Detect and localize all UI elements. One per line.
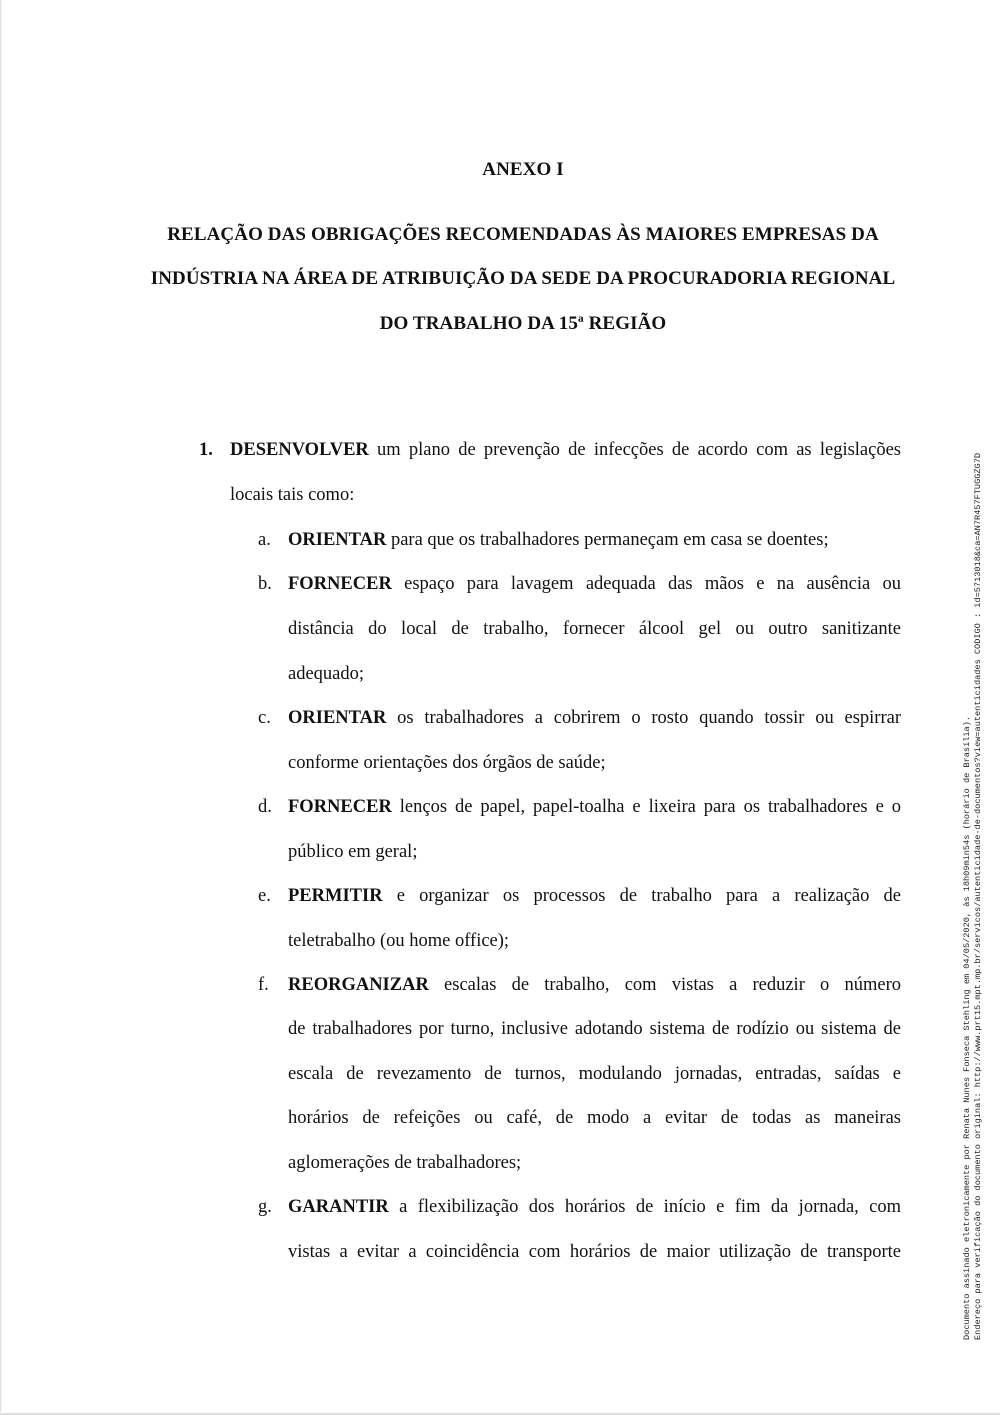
signature-stamp-line-2: Endereço para verificação do documento original: http://www.prt15.mpt.mp.br/servicos/autenticidade-de-documentos?view=autenticidades CODIGO : id=5713018&ca=AN7R457FTUGGZG7D [973, 452, 983, 1340]
subitem-c-verb: ORIENTAR [288, 708, 387, 728]
subitem-b-text: espaço para lavagem adequada das mãos e na ausência ou [404, 574, 901, 594]
subitem-g-text: a flexibilização dos horários de início e fim da jornada, com [399, 1197, 902, 1217]
subitem-e-verb: PERMITIR [288, 886, 383, 906]
subitem-f-marker: f. [258, 975, 269, 995]
subitem-e-line-2: teletrabalho (ou home office); [288, 931, 510, 951]
subitem-d-marker: d. [258, 797, 272, 817]
subitem-f-verb: REORGANIZAR [288, 975, 429, 995]
subitem-f-line-5: aglomerações de trabalhadores; [288, 1153, 522, 1173]
subitem-f-line-4: horários de refeições ou café, de modo a evitar de todas as maneiras [288, 1108, 901, 1128]
subitem-b-verb: FORNECER [288, 574, 392, 594]
heading-line-3: DO TRABALHO DA 15ª REGIÃO [379, 313, 667, 334]
subitem-f-text: escalas de trabalho, com vistas a reduzir o número [444, 975, 902, 995]
subitem-a-line-1 [288, 530, 829, 551]
annex-title: ANEXO I [482, 159, 564, 180]
subitem-g-marker: g. [258, 1197, 272, 1217]
item-1-verb: DESENVOLVER [230, 440, 369, 460]
subitem-d-line-2: público em geral; [288, 842, 418, 862]
subitem-a-text: para que os trabalhadores permaneçam em casa se doentes; [390, 530, 829, 550]
subitem-g-verb: GARANTIR [288, 1197, 389, 1217]
subitem-d-verb: FORNECER [288, 797, 392, 817]
heading-line-1: RELAÇÃO DAS OBRIGAÇÕES RECOMENDADAS ÀS MAIORES EMPRESAS DA [167, 224, 879, 245]
subitem-c-line-2: conforme orientações dos órgãos de saúde; [288, 753, 606, 773]
subitem-c-text: os trabalhadores a cobrirem o rosto quando tossir ou espirrar [397, 708, 902, 728]
subitem-b-line-1 [288, 574, 901, 595]
subitem-c-line-1 [288, 708, 901, 729]
item-1-line-2: locais tais como: [230, 485, 355, 505]
subitem-f-line-1 [288, 975, 901, 996]
subitem-b-line-2: distância do local de trabalho, fornecer álcool gel ou outro sanitizante [288, 619, 901, 639]
subitem-a-verb: ORIENTAR [288, 530, 387, 550]
subitem-f-line-2: de trabalhadores por turno, inclusive adotando sistema de rodízio ou sistema de [288, 1019, 901, 1039]
subitem-f-line-3: escala de revezamento de turnos, modulando jornadas, entradas, saídas e [288, 1064, 901, 1084]
subitem-e-text: e organizar os processos de trabalho para a realização de [396, 886, 902, 906]
signature-stamp-line-1: Documento assinado eletronicamente por Renata Nunes Fonseca Stehling em 04/05/2020, às 18h09min54s (horário de Brasília). [962, 715, 972, 1340]
signature-stamp [962, 453, 984, 1340]
subitem-a-marker: a. [258, 530, 271, 550]
item-1-number: 1. [199, 440, 213, 460]
subitem-b-line-3: adequado; [288, 664, 365, 684]
scan-edge-left [0, 0, 2, 1415]
subitem-d-line-1 [288, 797, 901, 818]
subitem-d-text: lenços de papel, papel-toalha e lixeira para os trabalhadores e o [399, 797, 901, 817]
item-1-text: um plano de prevenção de infecções de acordo com as legislações [377, 440, 902, 460]
subitem-g-line-1 [288, 1197, 901, 1218]
subitem-g-line-2: vistas a evitar a coincidência com horários de maior utilização de transporte [288, 1242, 901, 1262]
subitem-e-marker: e. [258, 886, 271, 906]
heading-line-2: INDÚSTRIA NA ÁREA DE ATRIBUIÇÃO DA SEDE DA PROCURADORIA REGIONAL [150, 268, 896, 289]
subitem-e-line-1 [288, 886, 901, 907]
subitem-c-marker: c. [258, 708, 271, 728]
subitem-b-marker: b. [258, 574, 272, 594]
item-1-line-1 [230, 440, 901, 461]
